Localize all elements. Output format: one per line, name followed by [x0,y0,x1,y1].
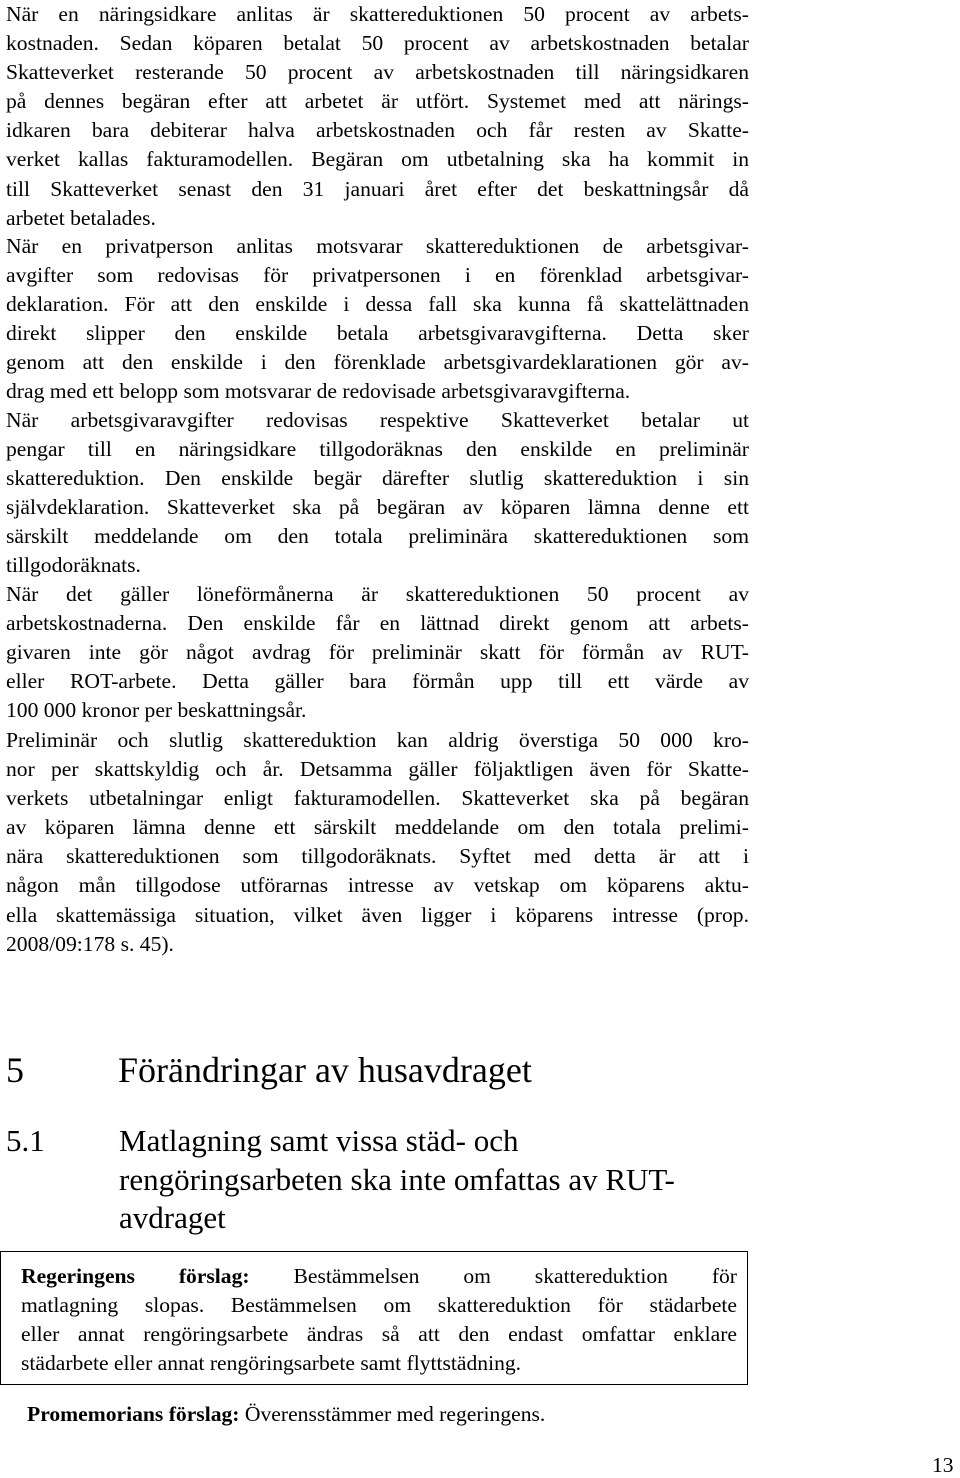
text-line: idkaren bara debiterar halva arbetskostnaden och får resten av Skatte- [6,118,749,143]
page-number: 13 [932,1453,954,1477]
text-line: verkets utbetalningar enligt fakturamodellen. Skatteverket ska på begäran [6,786,749,811]
paragraph-3 [6,406,749,581]
text-line: givaren inte gör något avdrag för preliminär skatt för förmån av RUT- [6,640,749,665]
text-line [21,1262,737,1291]
section-heading [6,1049,532,1091]
text-line: pengar till en näringsidkare tillgodoräknas den enskilde en preliminär [6,437,749,462]
text-line: särskilt meddelande om den totala preliminära skattereduktionen som [6,524,749,549]
government-proposal-text [21,1262,737,1378]
text-line: Preliminär och slutlig skattereduktion kan aldrig överstiga 50 000 kro- [6,728,749,752]
paragraph-1 [6,0,749,233]
text-line: arbetet betalades. [6,205,156,230]
text-line: När det gäller löneförmånerna är skattereduktionen 50 procent av [6,582,749,606]
text-line: avgifter som redovisas för privatpersonen i en förenklad arbetsgivar- [6,263,749,288]
subsection-title [119,1122,739,1238]
text-line: När en näringsidkare anlitas är skattereduktionen 50 procent av arbets- [6,2,749,26]
government-proposal-box [0,1251,748,1385]
text-line: 100 000 kronor per beskattningsår. [6,698,307,723]
text-line: eller annat rengöringsarbete ändras så att den endast omfattar enklare [21,1322,737,1346]
text-line: till Skatteverket senast den 31 januari året efter det beskattningsår då [6,176,749,201]
proposal-label: Regeringens förslag: [21,1264,250,1288]
text-line: direkt slipper den enskilde betala arbetsgivaravgifterna. Detta sker [6,321,749,346]
text-line: drag med ett belopp som motsvarar de redovisade arbetsgivaravgifterna. [6,379,631,404]
text-line: verket kallas fakturamodellen. Begäran om utbetalning ska ha kommit in [6,147,749,172]
paragraph-2 [6,232,749,407]
text-line: eller ROT-arbete. Detta gäller bara förmån upp till ett värde av [6,669,749,694]
text-line: självdeklaration. Skatteverket ska på begäran av köparen lämna denne ett [6,495,749,520]
text-line: nor per skattskyldig och år. Detsamma gäller följaktligen även för Skatte- [6,757,749,782]
text-line: 2008/09:178 s. 45). [6,931,174,956]
proposal-first-line: Bestämmelsen om skattereduktion för [249,1264,737,1288]
text-line: Skatteverket resterande 50 procent av arbetskostnaden till näringsidkaren [6,60,749,85]
section-number: 5 [6,1050,24,1090]
memo-proposal [27,1400,545,1429]
section-title: Förändringar av husavdraget [118,1050,532,1090]
text-line: av köparen lämna denne ett särskilt meddelande om den totala prelimi- [6,815,749,840]
text-line: nära skattereduktionen som tillgodoräknats. Syftet med detta är att i [6,844,749,869]
paragraph-4 [6,580,749,725]
memo-label: Promemorians förslag: [27,1402,240,1426]
text-line: deklaration. För att den enskilde i dessa fall ska kunna få skattelättnaden [6,292,749,317]
text-line: någon mån tillgodose utförarnas intresse av vetskap om köparens aktu- [6,873,749,898]
text-line: När en privatperson anlitas motsvarar skattereduktionen de arbetsgivar- [6,234,749,258]
text-line: på dennes begäran efter att arbetet är utfört. Systemet med att närings- [6,89,749,114]
text-line: ella skattemässiga situation, vilket även ligger i köparens intresse (prop. [6,902,749,927]
paragraph-5 [6,726,749,959]
text-line: tillgodoräknats. [6,553,141,578]
subsection-number: 5.1 [6,1123,45,1158]
text-line: matlagning slopas. Bestämmelsen om skattereduktion för städarbete [21,1293,737,1317]
memo-text: Överensstämmer med regeringens. [239,1402,546,1426]
subsection-title-line: rengöringsarbeten ska inte omfattas av RUT- [119,1161,675,1197]
subsection-title-line: Matlagning samt vissa städ- och [119,1123,519,1158]
text-line: kostnaden. Sedan köparen betalat 50 procent av arbetskostnaden betalar [6,31,749,56]
text-line: skattereduktion. Den enskilde begär därefter slutlig skattereduktion i sin [6,466,749,491]
text-line: arbetskostnaderna. Den enskilde får en lättnad direkt genom att arbets- [6,611,749,636]
subsection-title-line: avdraget [119,1200,226,1235]
text-line: genom att den enskilde i den förenklade arbetsgivardeklarationen gör av- [6,350,749,375]
text-line: När arbetsgivaravgifter redovisas respektive Skatteverket betalar ut [6,408,749,432]
text-line: städarbete eller annat rengöringsarbete samt flyttstädning. [21,1351,522,1375]
